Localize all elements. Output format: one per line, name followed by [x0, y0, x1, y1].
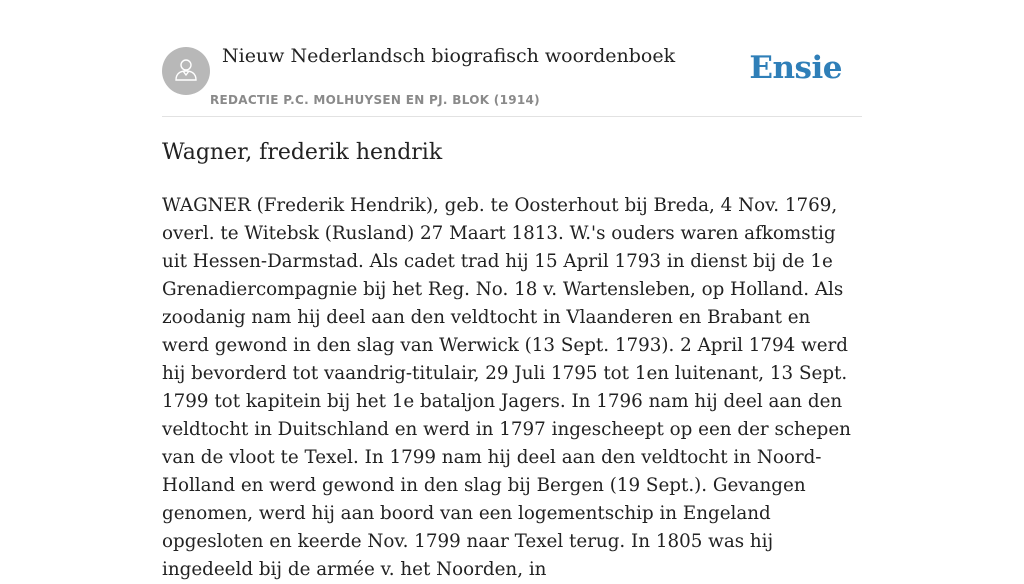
- ensie-logo[interactable]: Ensie: [749, 50, 842, 86]
- editors-credit: REDACTIE P.C. MOLHUYSEN EN PJ. BLOK (1914): [210, 93, 540, 107]
- book-title[interactable]: Nieuw Nederlandsch biografisch woordenboek: [222, 45, 676, 67]
- header: [162, 0, 862, 117]
- user-placeholder-icon: [173, 56, 199, 87]
- entry-body: WAGNER (Frederik Hendrik), geb. te Oosterhout bij Breda, 4 Nov. 1769, overl. te Witebsk (Rusland) 27 Maart 1813. W.'s ouders waren afkomstig uit Hessen-Darmstad. Als cadet trad hij 15 April 1793 in dienst bij de 1e Grenadiercompagnie bij het Reg. No. 18 v. Wartensleben, op Holland. Als zoodanig nam hij deel aan den veldtocht in Vlaanderen en Brabant en werd gewond in den slag van Werwick (13 Sept. 1793). 2 April 1794 werd hij bevorderd tot vaandrig-titulair, 29 Juli 1795 tot 1en luitenant, 13 Sept. 1799 tot kapitein bij het 1e bataljon Jagers. In 1796 nam hij deel aan den veldtocht in Duitschland en werd in 1797 ingescheept op een der schepen van de vloot te Texel. In 1799 nam hij deel aan den veldtocht in Noord-Holland en werd gewond in den slag bij Bergen (19 Sept.). Gevangen genomen, werd hij aan boord van een logementschip in Engeland opgesloten en keerde Nov. 1799 naar Texel terug. In 1805 was hij ingedeeld bij de armée v. het Noorden, in: [162, 195, 851, 580]
- page: [162, 0, 862, 580]
- avatar[interactable]: [162, 47, 210, 95]
- entry-title: Wagner, frederik hendrik: [162, 140, 443, 165]
